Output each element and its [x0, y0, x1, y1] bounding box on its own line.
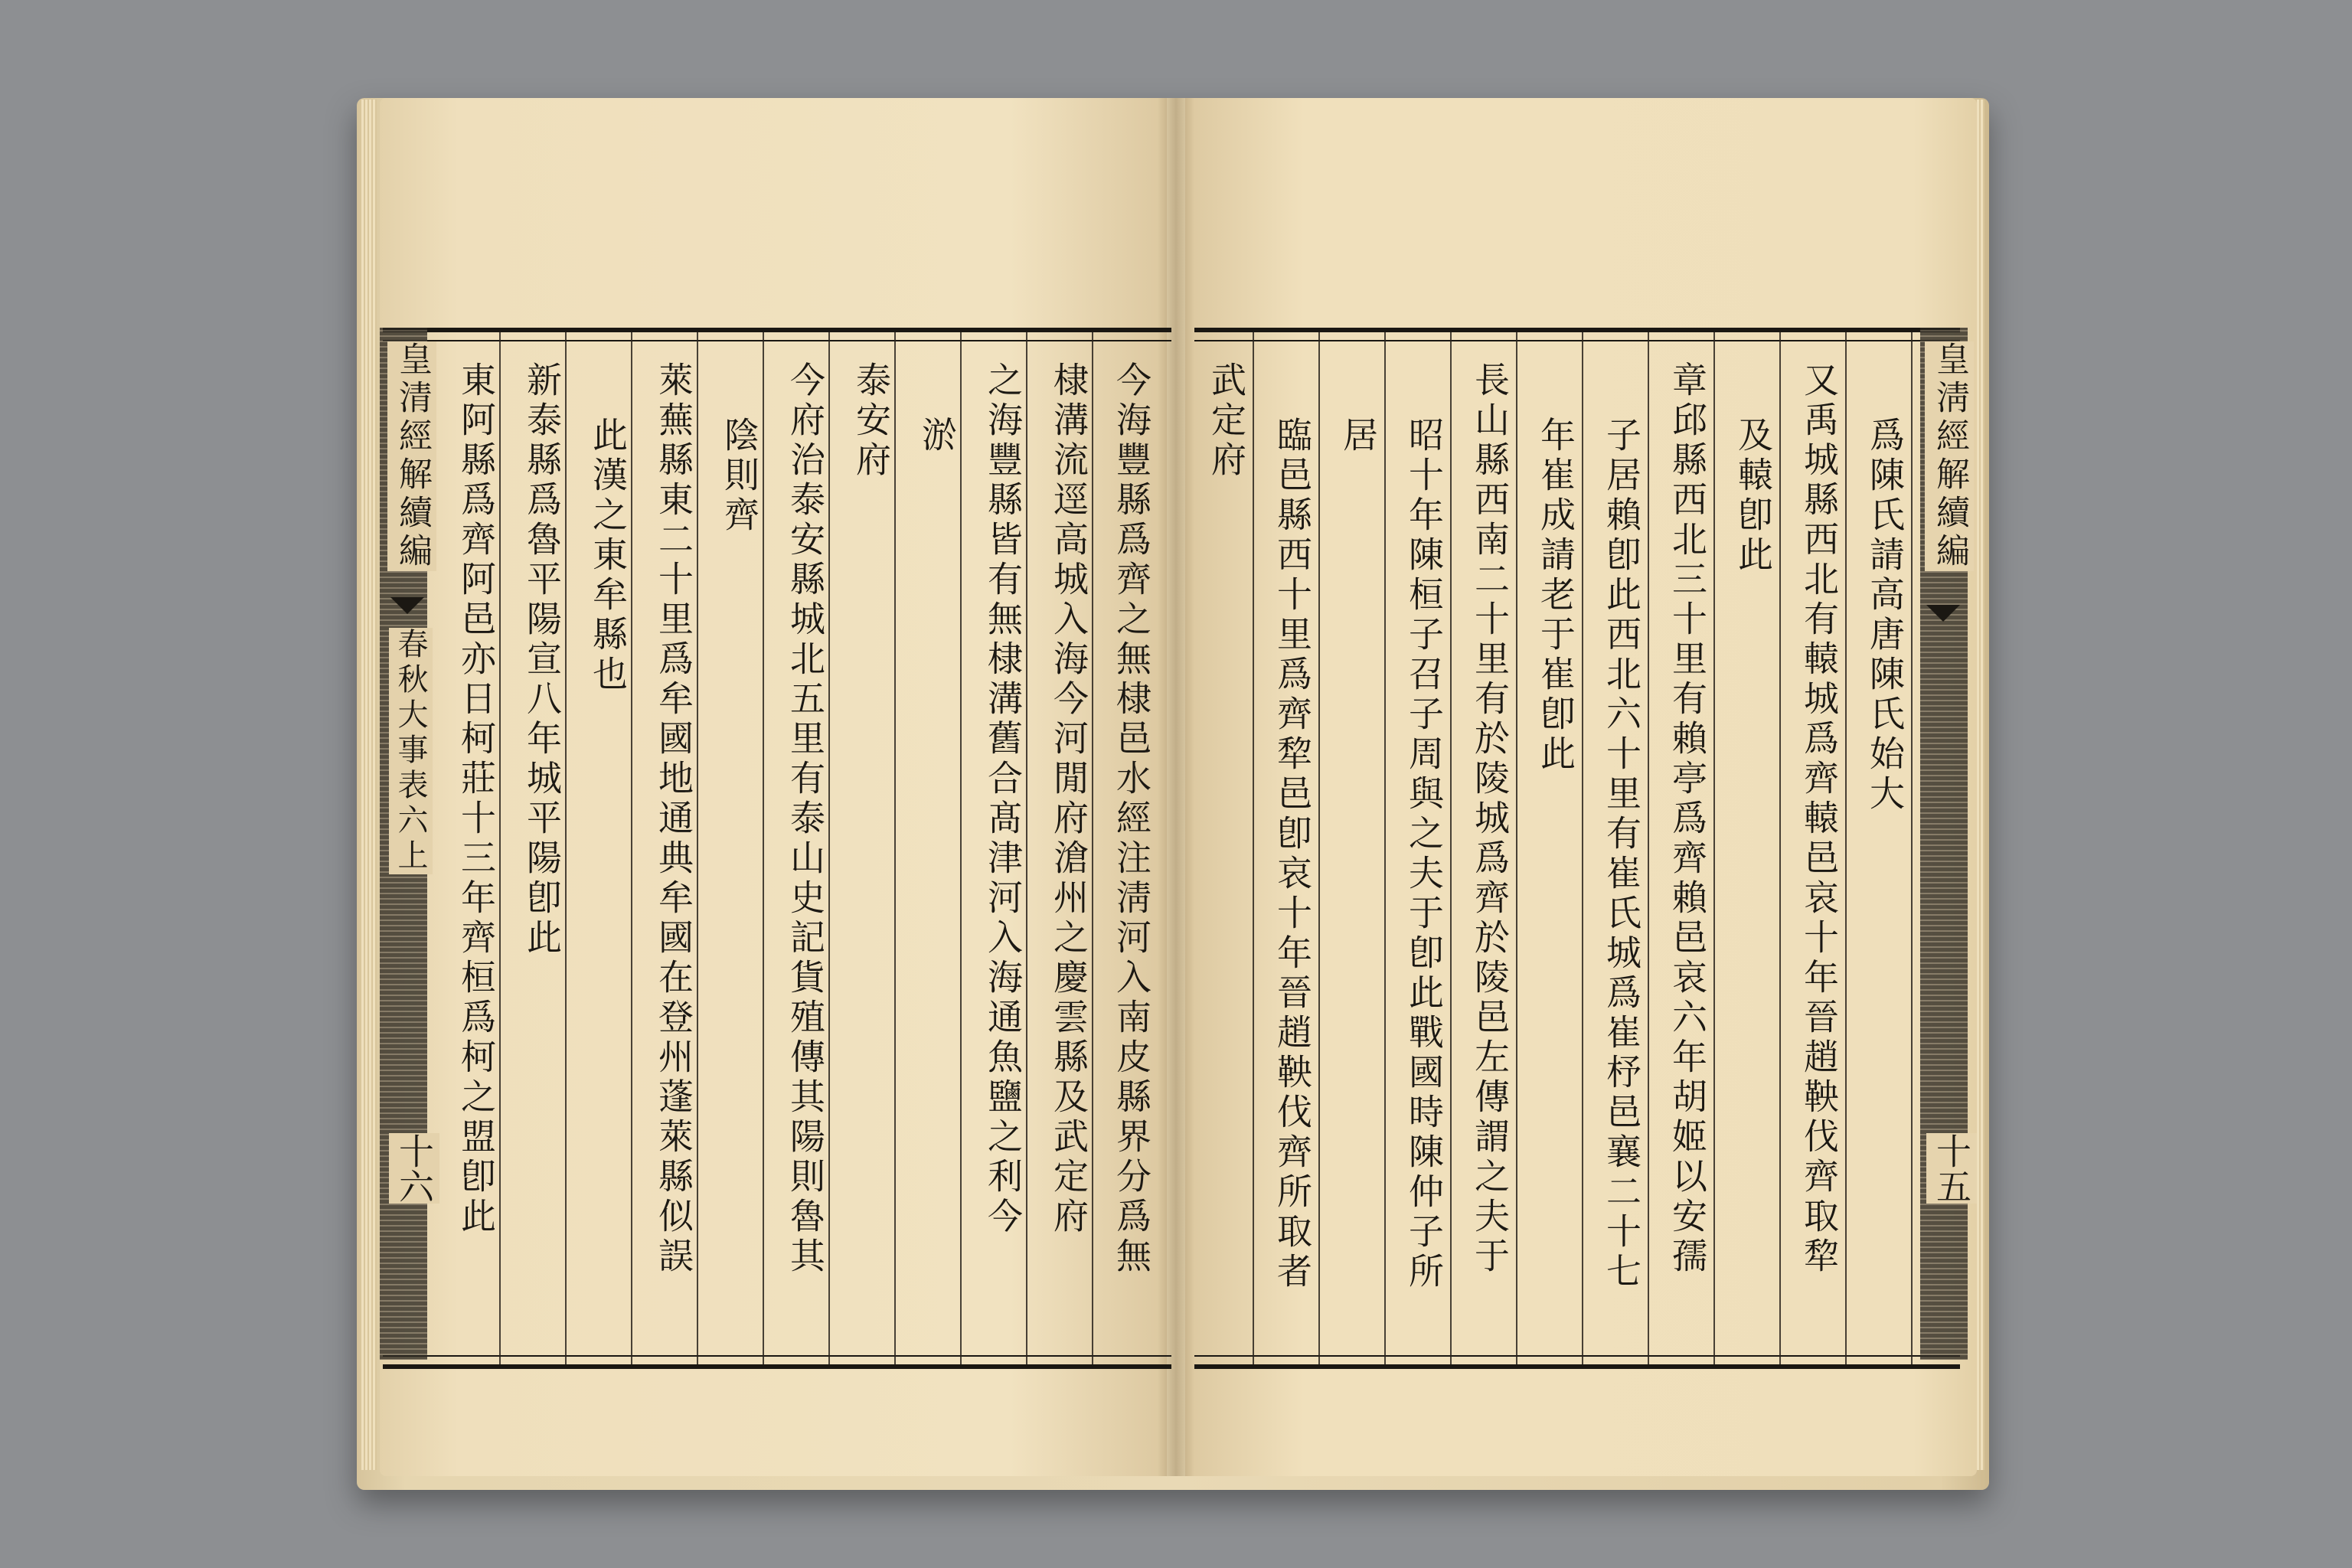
column-rule: [1450, 332, 1452, 1364]
left-column-11: 東阿縣爲齊阿邑亦日柯莊十三年齊桓爲柯之盟卽此: [456, 361, 497, 1237]
right-column-9: 居: [1338, 416, 1379, 456]
left-column-3: 之海豐縣皆有無棣溝舊合髙津河入海通魚鹽之利今: [982, 361, 1024, 1237]
right-column-6: 年崔成請老于崔卽此: [1535, 416, 1576, 775]
right-column-1: 爲陳氏請高唐陳氏始大: [1864, 416, 1906, 815]
right-book-title: 皇淸經解續編: [1925, 341, 1974, 571]
left-column-7: 陰則齊: [719, 416, 760, 536]
column-rule: [1253, 332, 1254, 1364]
column-rule: [1845, 332, 1847, 1364]
right-column-4: 章邱縣西北三十里有賴亭爲齊賴邑哀六年胡姬以安孺: [1667, 361, 1708, 1277]
column-rule: [565, 332, 567, 1364]
right-column-5: 子居賴卽此西北六十里有崔氏城爲崔杼邑襄二十七: [1601, 416, 1642, 1292]
left-column-8: 萊蕪縣東二十里爲牟國地通典牟國在登州蓬萊縣似誤: [653, 361, 694, 1277]
column-rule: [1026, 332, 1027, 1364]
fish-tail-mark: [1926, 605, 1960, 622]
right-column-11: 武定府: [1206, 361, 1247, 481]
column-rule: [1779, 332, 1781, 1364]
column-rule: [1516, 332, 1517, 1364]
left-column-9: 此漢之東牟縣也: [587, 416, 629, 695]
column-rule: [763, 332, 764, 1364]
column-rule: [1092, 332, 1093, 1364]
left-column-1: 今海豐縣爲齊之無棣邑水經注淸河入南皮縣界分爲無: [1111, 361, 1152, 1277]
column-rule: [1318, 332, 1320, 1364]
column-rule: [1911, 332, 1913, 1364]
left-column-4: 淤: [916, 416, 958, 456]
left-folio: 十六: [389, 1133, 439, 1204]
column-rule: [631, 332, 632, 1364]
column-rule: [894, 332, 896, 1364]
left-inner-bottom-rule: [383, 1355, 1171, 1357]
column-rule: [697, 332, 698, 1364]
right-column-10: 臨邑縣西十里爲齊犂邑卽哀十年晉趙鞅伐齊所取者: [1272, 416, 1313, 1292]
left-page-edges: [360, 100, 377, 1470]
column-rule: [828, 332, 830, 1364]
column-rule: [499, 332, 501, 1364]
left-column-10: 新泰縣爲魯平陽宣八年城平陽卽此: [521, 361, 563, 959]
left-column-5: 泰安府: [851, 361, 892, 481]
left-inner-top-rule: [383, 340, 1171, 341]
right-text-frame: [1194, 328, 1960, 1369]
left-column-2: 棣溝流逕高城入海今河閒府滄州之慶雲縣及武定府: [1048, 361, 1089, 1237]
right-column-7: 長山縣西南二十里有於陵城爲齊於陵邑左傳謂之夫于: [1469, 361, 1511, 1277]
left-column-6: 今府治泰安縣城北五里有泰山史記貨殖傳其陽則魯其: [785, 361, 826, 1277]
fish-tail-mark: [390, 597, 424, 614]
column-rule: [960, 332, 962, 1364]
right-column-3: 及轅卽此: [1733, 416, 1774, 576]
left-book-title: 皇清經解續編: [387, 341, 436, 571]
right-column-2: 又禹城縣西北有轅城爲齊轅邑哀十年晉趙鞅伐齊取犂: [1798, 361, 1840, 1277]
column-rule: [1713, 332, 1715, 1364]
left-section-title: 春秋大事表六上: [389, 628, 433, 874]
right-folio: 十五: [1926, 1133, 1977, 1204]
column-rule: [1582, 332, 1583, 1364]
column-rule: [1648, 332, 1649, 1364]
right-column-8: 昭十年陳桓子召子周與之夫于卽此戰國時陳仲子所: [1403, 416, 1445, 1292]
left-text-frame: [383, 328, 1171, 1369]
column-rule: [1384, 332, 1386, 1364]
